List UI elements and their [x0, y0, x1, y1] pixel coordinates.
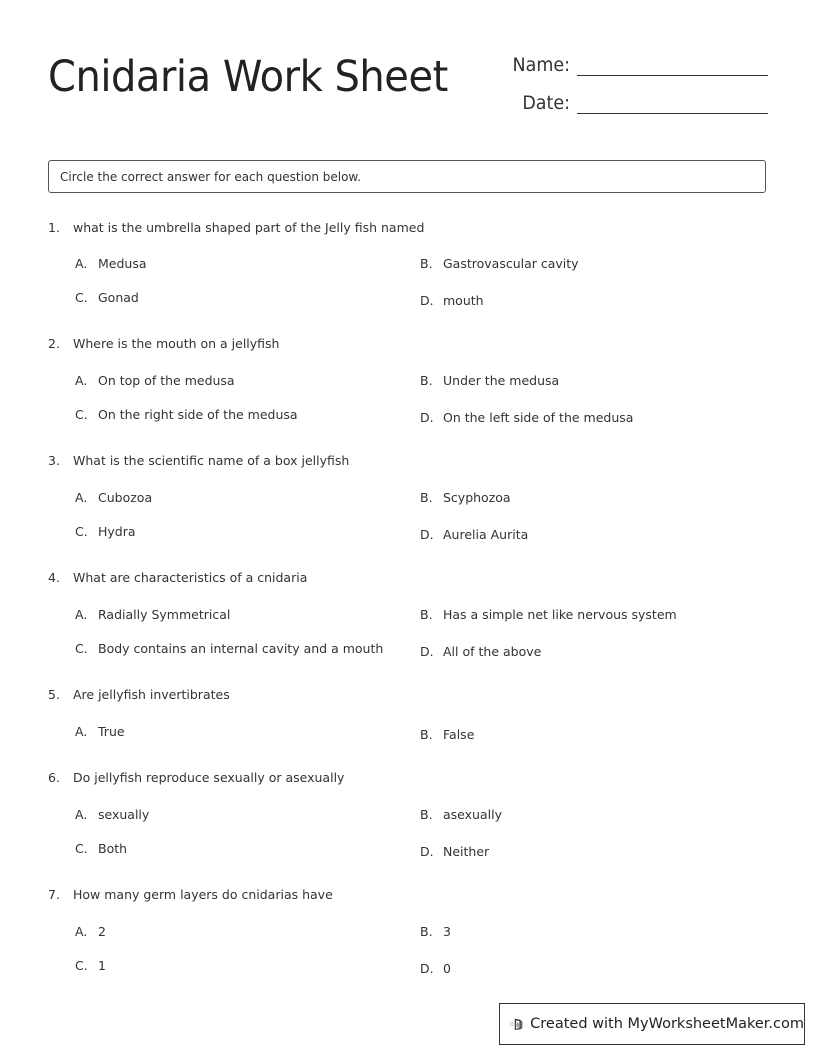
option-text: 2 — [98, 924, 106, 939]
option-letter: C. — [75, 290, 88, 305]
option-c[interactable] — [75, 958, 106, 973]
option-letter: A. — [75, 724, 88, 739]
question-number: 6. — [48, 770, 60, 785]
question-label: what is the umbrella shaped part of the Jelly fish named — [73, 220, 425, 235]
question-text — [48, 887, 333, 902]
question-number: 4. — [48, 570, 60, 585]
option-text: Scyphozoa — [443, 490, 511, 505]
option-letter: B. — [420, 807, 433, 822]
option-letter: B. — [420, 924, 433, 939]
option-d[interactable] — [420, 410, 633, 425]
option-letter: B. — [420, 727, 433, 742]
option-text: All of the above — [443, 644, 542, 659]
question-label: How many germ layers do cnidarias have — [73, 887, 333, 902]
option-text: Radially Symmetrical — [98, 607, 231, 622]
question-label: Do jellyfish reproduce sexually or asexually — [73, 770, 345, 785]
option-text: 3 — [443, 924, 451, 939]
option-d[interactable] — [420, 293, 484, 308]
option-c[interactable] — [75, 524, 136, 539]
name-label: Name: — [512, 54, 570, 76]
option-d[interactable] — [420, 527, 528, 542]
option-letter: B. — [420, 256, 433, 271]
option-letter: A. — [75, 256, 88, 271]
question-label: What is the scientific name of a box jellyfish — [73, 453, 350, 468]
option-letter: C. — [75, 407, 88, 422]
question-label: Where is the mouth on a jellyfish — [73, 336, 280, 351]
worksheet-title: Cnidaria Work Sheet — [48, 52, 448, 102]
option-a[interactable] — [75, 256, 147, 271]
question-text — [48, 220, 424, 235]
footer-text: Created with MyWorksheetMaker.com — [530, 1016, 804, 1032]
option-text: asexually — [443, 807, 502, 822]
option-text: Neither — [443, 844, 490, 859]
question-number: 2. — [48, 336, 60, 351]
option-c[interactable] — [75, 841, 127, 856]
option-letter: A. — [75, 373, 88, 388]
name-field — [500, 54, 768, 76]
option-text: On the right side of the medusa — [98, 407, 298, 422]
option-letter: D. — [420, 961, 434, 976]
option-text: 0 — [443, 961, 451, 976]
option-a[interactable] — [75, 924, 106, 939]
option-letter: B. — [420, 373, 433, 388]
option-letter: D. — [420, 844, 434, 859]
option-text: sexually — [98, 807, 150, 822]
option-text: Hydra — [98, 524, 136, 539]
option-text: Gonad — [98, 290, 139, 305]
option-b[interactable] — [420, 807, 502, 822]
created-with-badge[interactable] — [499, 1003, 805, 1045]
option-b[interactable] — [420, 256, 579, 271]
option-letter: A. — [75, 607, 88, 622]
option-a[interactable] — [75, 807, 149, 822]
option-a[interactable] — [75, 490, 152, 505]
option-c[interactable] — [75, 290, 139, 305]
option-d[interactable] — [420, 844, 489, 859]
option-letter: D. — [420, 410, 434, 425]
option-d[interactable] — [420, 961, 451, 976]
question-text — [48, 453, 349, 468]
option-text: Aurelia Aurita — [443, 527, 529, 542]
question-number: 3. — [48, 453, 60, 468]
question-label: Are jellyfish invertibrates — [73, 687, 230, 702]
question-text — [48, 336, 279, 351]
instructions-box: Circle the correct answer for each question below. — [48, 160, 766, 193]
date-blank-line — [577, 113, 768, 114]
question-text — [48, 570, 307, 585]
option-letter: B. — [420, 607, 433, 622]
option-d[interactable] — [420, 644, 541, 659]
option-text: Has a simple net like nervous system — [443, 607, 677, 622]
question-number: 5. — [48, 687, 60, 702]
option-text: Body contains an internal cavity and a mouth — [98, 641, 384, 656]
question-text — [48, 770, 344, 785]
option-c[interactable] — [75, 641, 383, 656]
date-label: Date: — [522, 92, 570, 114]
worksheet-maker-logo-icon — [510, 1012, 524, 1036]
question-number: 7. — [48, 887, 60, 902]
option-text: mouth — [443, 293, 484, 308]
option-a[interactable] — [75, 724, 125, 739]
option-text: True — [98, 724, 125, 739]
option-letter: D. — [420, 293, 434, 308]
option-letter: A. — [75, 490, 88, 505]
option-letter: C. — [75, 841, 88, 856]
name-blank-line — [577, 75, 768, 76]
option-text: False — [443, 727, 475, 742]
option-letter: B. — [420, 490, 433, 505]
option-letter: C. — [75, 524, 88, 539]
option-text: On the left side of the medusa — [443, 410, 634, 425]
question-number: 1. — [48, 220, 60, 235]
date-field — [500, 92, 768, 114]
option-text: Medusa — [98, 256, 147, 271]
option-b[interactable] — [420, 607, 677, 622]
option-b[interactable] — [420, 924, 451, 939]
option-a[interactable] — [75, 373, 235, 388]
option-letter: D. — [420, 644, 434, 659]
option-text: Cubozoa — [98, 490, 153, 505]
option-text: On top of the medusa — [98, 373, 235, 388]
option-letter: A. — [75, 924, 88, 939]
option-c[interactable] — [75, 407, 298, 422]
option-letter: A. — [75, 807, 88, 822]
question-label: What are characteristics of a cnidaria — [73, 570, 308, 585]
option-text: Gastrovascular cavity — [443, 256, 579, 271]
option-text: Under the medusa — [443, 373, 560, 388]
option-letter: D. — [420, 527, 434, 542]
question-text — [48, 687, 230, 702]
option-text: 1 — [98, 958, 106, 973]
option-b[interactable] — [420, 727, 474, 742]
option-b[interactable] — [420, 490, 511, 505]
option-a[interactable] — [75, 607, 230, 622]
option-b[interactable] — [420, 373, 559, 388]
option-letter: C. — [75, 641, 88, 656]
option-letter: C. — [75, 958, 88, 973]
option-text: Both — [98, 841, 128, 856]
